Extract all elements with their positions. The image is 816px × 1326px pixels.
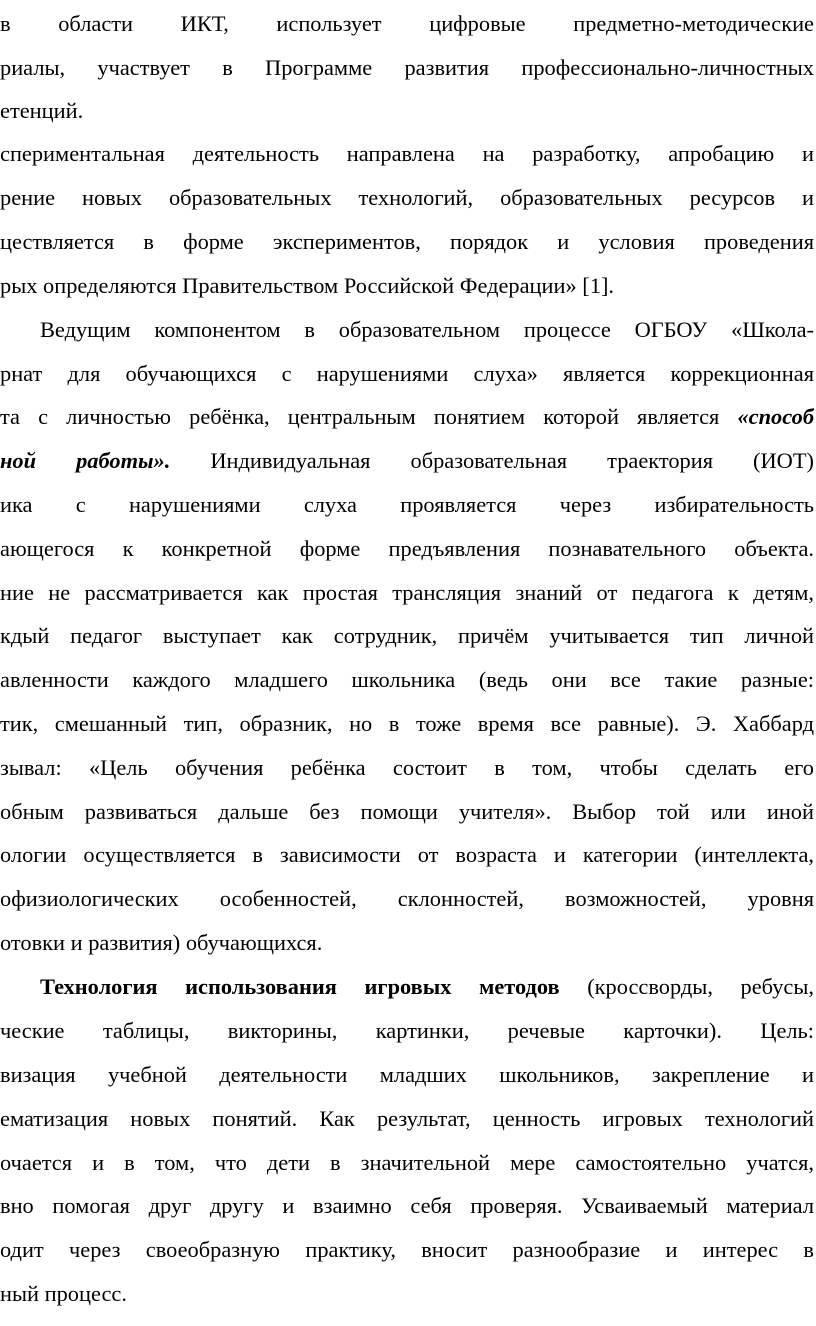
emphasized-text: ной работы».	[0, 448, 171, 473]
text-line	[0, 1009, 814, 1053]
text-run: офизиологических особенностей, склонностей, возможностей, уровня	[0, 886, 814, 911]
text-line	[0, 176, 814, 220]
text-run: вно помогая друг другу и взаимно себя проверяя. Усваиваемый материал	[0, 1193, 814, 1218]
text-run: ика с нарушениями слуха проявляется через избирательность	[0, 492, 814, 517]
text-line	[0, 1184, 814, 1228]
text-line	[0, 790, 814, 834]
text-run: (кроссворды, ребусы,	[559, 974, 814, 999]
text-run: авленности каждого младшего школьника (ведь они все такие разные:	[0, 667, 814, 692]
text-run: рых определяются Правительством Российской Федерации» [1].	[0, 273, 615, 298]
text-line	[0, 1272, 814, 1316]
text-run: ающегося к конкретной форме предъявления познавательного объекта.	[0, 536, 814, 561]
text-line	[0, 264, 814, 308]
text-run: рение новых образовательных технологий, образовательных ресурсов и	[0, 185, 814, 210]
text-run: ематизация новых понятий. Как результат, ценность игровых технологий	[0, 1106, 814, 1131]
text-run: етенций.	[0, 98, 84, 123]
text-line	[40, 965, 814, 1009]
text-run: визация учебной деятельности младших школьников, закрепление и	[0, 1062, 814, 1087]
text-line	[40, 308, 814, 352]
text-run: очается и в том, что дети в значительной мере самостоятельно учатся,	[0, 1150, 814, 1175]
text-line	[0, 877, 814, 921]
text-run: одит через своеобразную практику, вносит разнообразие и интерес в	[0, 1237, 814, 1262]
text-run: тик, смешанный тип, образник, но в тоже время все равные). Э. Хаббард	[0, 711, 814, 736]
text-line	[0, 132, 814, 176]
text-run: ный процесс.	[0, 1281, 127, 1306]
text-run: спериментальная деятельность направлена на разработку, апробацию и	[0, 141, 814, 166]
text-line	[0, 483, 814, 527]
text-line	[0, 614, 814, 658]
text-line	[0, 89, 814, 133]
text-line	[0, 571, 814, 615]
text-line	[0, 921, 814, 965]
text-line	[0, 527, 814, 571]
text-line	[0, 352, 814, 396]
emphasized-text: Технология использования игровых методов	[40, 974, 560, 999]
text-run: Ведущим компонентом в образовательном процессе ОГБОУ «Школа-	[40, 317, 814, 342]
text-line	[0, 439, 814, 483]
text-run: отовки и развития) обучающихся.	[0, 930, 323, 955]
text-line	[0, 702, 814, 746]
text-run: цествляется в форме экспериментов, порядок и условия проведения	[0, 229, 814, 254]
text-line	[0, 2, 814, 46]
text-run: Индивидуальная образовательная траектория (ИОТ)	[170, 448, 814, 473]
text-run: кдый педагог выступает как сотрудник, причём учитывается тип личной	[0, 623, 814, 648]
emphasized-text: «способ	[737, 404, 814, 429]
text-run: обным развиваться дальше без помощи учителя». Выбор той или иной	[0, 799, 814, 824]
text-line	[0, 1228, 814, 1272]
text-line	[0, 746, 814, 790]
text-run: в области ИКТ, использует цифровые предметно-методические	[0, 11, 814, 36]
text-line	[0, 1053, 814, 1097]
text-line	[0, 658, 814, 702]
text-run: рнат для обучающихся с нарушениями слуха» является коррекционная	[0, 361, 814, 386]
text-run: зывал: «Цель обучения ребёнка состоит в том, чтобы сделать его	[0, 755, 814, 780]
text-line	[0, 220, 814, 264]
text-line	[0, 395, 814, 439]
text-line	[0, 1097, 814, 1141]
text-run: ческие таблицы, викторины, картинки, речевые карточки). Цель:	[0, 1018, 814, 1043]
text-run: риалы, участвует в Программе развития профессионально-личностных	[0, 55, 814, 80]
text-run: ние не рассматривается как простая трансляция знаний от педагога к детям,	[0, 580, 814, 605]
text-line	[0, 833, 814, 877]
text-line	[0, 46, 814, 90]
text-run: та с личностью ребёнка, центральным понятием которой является	[0, 404, 738, 429]
text-run: ологии осуществляется в зависимости от возраста и категории (интеллекта,	[0, 842, 814, 867]
text-line	[0, 1141, 814, 1185]
